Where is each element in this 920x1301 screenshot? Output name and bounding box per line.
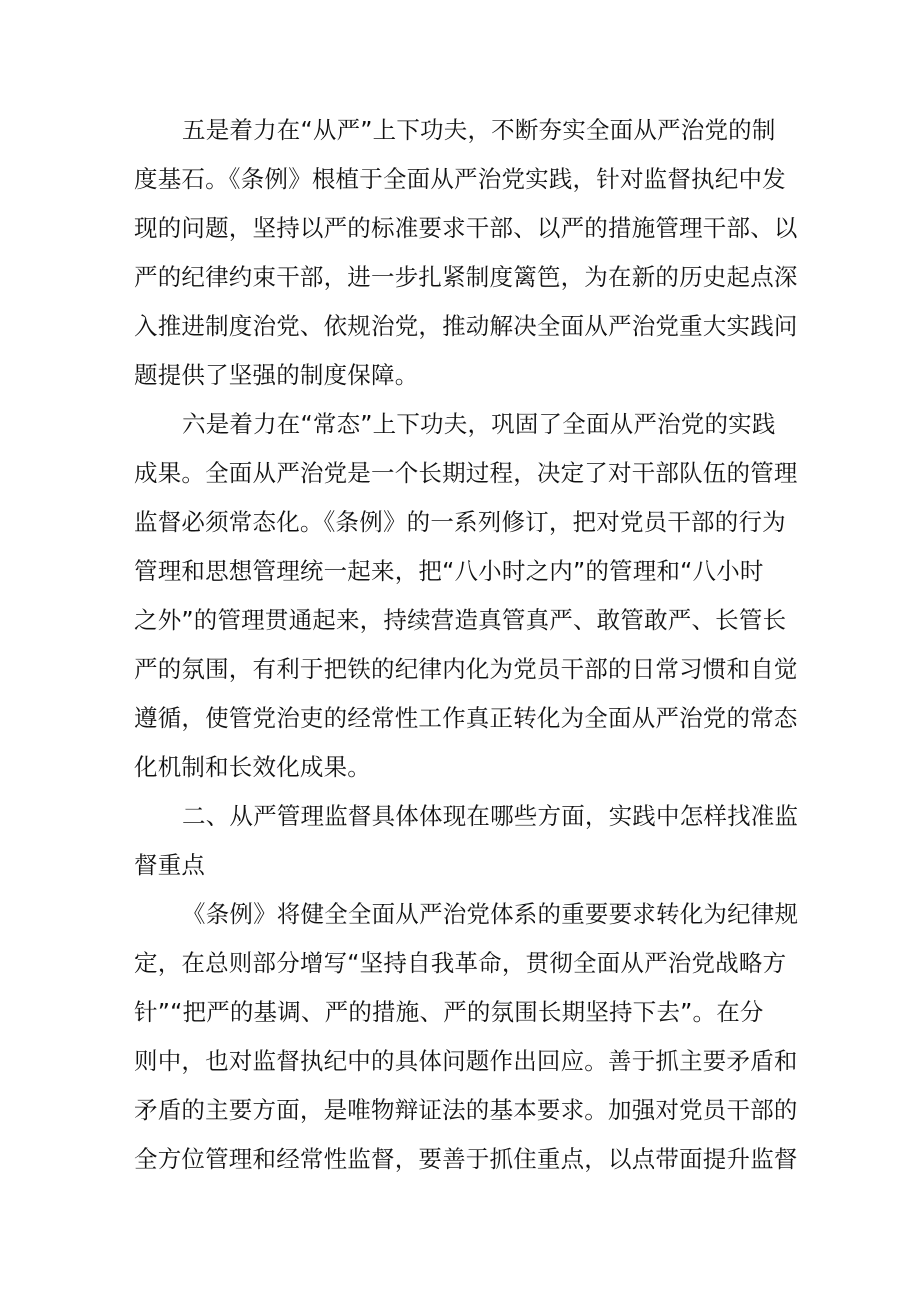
paragraph-7-line-6: 全方位管理和经常性监督，要善于抓住重点，以点带面提升监督: [134, 1145, 798, 1173]
paragraph-7-line-3: 针”“把严的基调、严的措施、严的氛围长期坚持下去”。在分: [134, 998, 764, 1026]
paragraph-6-line-8: 化机制和长效化成果。: [134, 753, 371, 781]
paragraph-6-line-5: 之外”的管理贯通起来，持续营造真管真严、敢管敢严、长管长: [134, 606, 787, 634]
paragraph-5-line-3: 现的问题，坚持以严的标准要求干部、以严的措施管理干部、以: [134, 214, 798, 242]
paragraph-5-line-4: 严的纪律约束干部，进一步扎紧制度篱笆，为在新的历史起点深: [134, 263, 798, 291]
paragraph-7-line-2: 定，在总则部分增写“坚持自我革命，贯彻全面从严治党战略方: [134, 949, 787, 977]
paragraph-5-line-1: 五是着力在“从严”上下功夫，不断夯实全面从严治党的制: [182, 116, 776, 144]
paragraph-7-line-4: 则中，也对监督执纪中的具体问题作出回应。善于抓主要矛盾和: [134, 1047, 798, 1075]
paragraph-6-line-2: 成果。全面从严治党是一个长期过程，决定了对干部队伍的管理: [134, 459, 798, 487]
paragraph-6-line-3: 监督必须常态化。《条例》的一系列修订，把对党员干部的行为: [134, 508, 786, 536]
paragraph-5-line-5: 入推进制度治党、依规治党，推动解决全面从严治党重大实践问: [134, 312, 798, 340]
section-heading-line-1: 二、从严管理监督具体体现在哪些方面，实践中怎样找准监: [182, 802, 799, 830]
paragraph-6-line-1: 六是着力在“常态”上下功夫，巩固了全面从严治党的实践: [182, 410, 776, 438]
section-heading-line-2: 督重点: [134, 851, 206, 879]
paragraph-7-line-5: 矛盾的主要方面，是唯物辩证法的基本要求。加强对党员干部的: [134, 1096, 798, 1124]
paragraph-6-line-7: 遵循，使管党治吏的经常性工作真正转化为全面从严治党的常态: [134, 704, 798, 732]
paragraph-7-line-1: 《条例》将健全全面从严治党体系的重要要求转化为纪律规: [182, 900, 799, 928]
paragraph-6-line-4: 管理和思想管理统一起来，把“八小时之内”的管理和“八小时: [134, 557, 764, 585]
paragraph-5-line-2: 度基石。《条例》根植于全面从严治党实践，针对监督执纪中发: [134, 165, 786, 193]
paragraph-5-line-6: 题提供了坚强的制度保障。: [134, 361, 419, 389]
paragraph-6-line-6: 严的氛围，有利于把铁的纪律内化为党员干部的日常习惯和自觉: [134, 655, 798, 683]
